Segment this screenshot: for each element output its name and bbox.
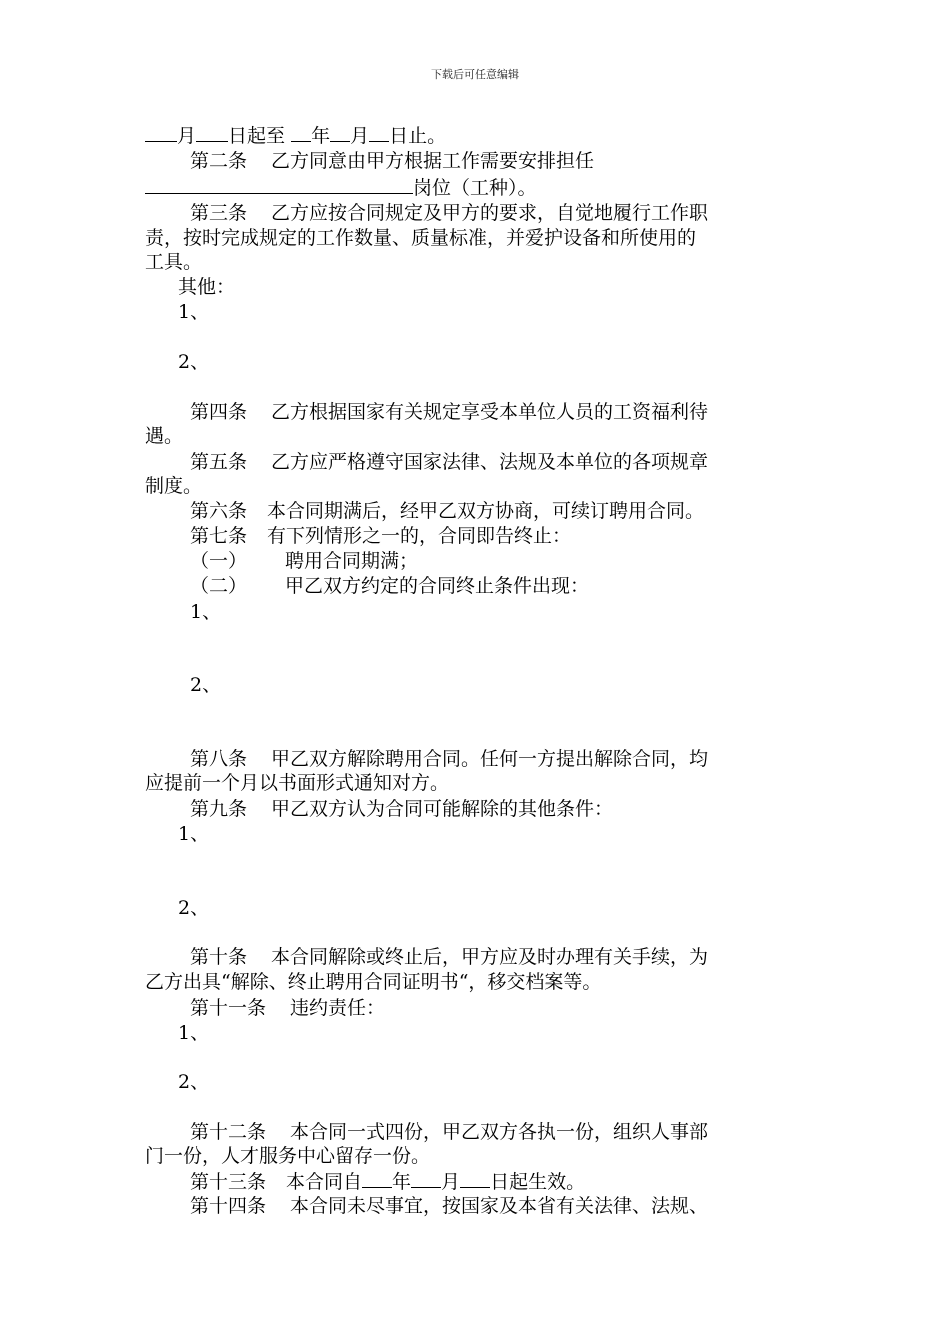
article-11 — [190, 997, 385, 1019]
article-3-line2: 责，按时完成规定的工作数量、质量标准，并爱护设备和所使用的 — [145, 227, 697, 249]
article-8-line2: 应提前一个月以书面形式通知对方。 — [145, 772, 450, 794]
text-effective: 日起生效。 — [490, 1171, 586, 1193]
blank-field — [411, 1170, 441, 1188]
article-10-line2: 乙方出具“解除、终止聘用合同证明书“，移交档案等。 — [145, 971, 602, 993]
article-10 — [190, 946, 708, 968]
sub-label: （一） — [190, 550, 248, 572]
article-9-item-2: 2、 — [178, 897, 210, 919]
article-11-item-1: 1、 — [178, 1022, 210, 1044]
article-text: 本合同解除或终止后，甲方应及时办理有关手续，为 — [271, 946, 709, 968]
page-header: 下载后可任意编辑 — [431, 68, 519, 81]
other-item-2: 2、 — [178, 351, 210, 373]
article-text: 违约责任： — [290, 997, 386, 1019]
other-item-1: 1、 — [178, 301, 210, 323]
article-text: 岗位（工种）。 — [413, 177, 537, 199]
article-3 — [190, 202, 708, 224]
article-2-cont — [145, 176, 537, 199]
article-7 — [190, 525, 571, 547]
article-text: 本合同自 — [286, 1171, 363, 1193]
article-7-item-2: 2、 — [190, 674, 222, 696]
text-year: 年 — [392, 1171, 412, 1193]
text-end: 日止。 — [389, 125, 447, 147]
blank-field — [291, 124, 311, 142]
article-5 — [190, 451, 708, 473]
article-label: 第三条 — [190, 202, 248, 224]
text-from-to: 日起至 — [228, 125, 292, 147]
blank-field — [369, 124, 389, 142]
blank-field — [145, 124, 177, 142]
blank-field — [362, 1170, 392, 1188]
article-label: 第十二条 — [190, 1121, 267, 1143]
article-11-item-2: 2、 — [178, 1071, 210, 1093]
article-label: 第五条 — [190, 451, 248, 473]
article-9-item-1: 1、 — [178, 823, 210, 845]
article-label: 第九条 — [190, 798, 248, 820]
blank-field — [460, 1170, 490, 1188]
article-4-line2: 遇。 — [145, 425, 184, 447]
article-3-line3: 工具。 — [145, 251, 203, 273]
text-month: 月 — [177, 125, 197, 147]
article-7-sub2 — [190, 575, 589, 597]
article-label: 第十条 — [190, 946, 248, 968]
article-4 — [190, 401, 708, 423]
article-text: 甲乙双方认为合同可能解除的其他条件： — [271, 798, 614, 820]
article-label: 第七条 — [190, 525, 248, 547]
article-label: 第十三条 — [190, 1171, 267, 1193]
text-month: 月 — [441, 1171, 461, 1193]
blank-field — [196, 124, 228, 142]
blank-field — [330, 124, 350, 142]
sub-label: （二） — [190, 575, 248, 597]
text-month: 月 — [350, 125, 370, 147]
article-6 — [190, 500, 704, 522]
article-12-line2: 门一份，人才服务中心留存一份。 — [145, 1145, 431, 1167]
article-text: 本合同一式四份，甲乙双方各执一份，组织人事部 — [290, 1121, 709, 1143]
date-range-line — [145, 124, 446, 147]
article-7-item-1: 1、 — [190, 601, 222, 623]
other-label: 其他： — [178, 276, 236, 298]
article-text: 乙方应按合同规定及甲方的要求，自觉地履行工作职 — [271, 202, 709, 224]
article-8 — [190, 748, 708, 770]
article-13 — [190, 1170, 585, 1193]
article-12 — [190, 1121, 708, 1143]
article-label: 第二条 — [190, 150, 248, 172]
article-5-line2: 制度。 — [145, 475, 203, 497]
sub-text: 甲乙双方约定的合同终止条件出现： — [285, 575, 590, 597]
article-text: 甲乙双方解除聘用合同。任何一方提出解除合同，均 — [271, 748, 709, 770]
article-7-sub1 — [190, 550, 418, 572]
article-text: 乙方根据国家有关规定享受本单位人员的工资福利待 — [271, 401, 709, 423]
article-label: 第六条 — [190, 500, 248, 522]
article-text: 乙方应严格遵守国家法律、法规及本单位的各项规章 — [271, 451, 709, 473]
sub-text: 聘用合同期满； — [285, 550, 419, 572]
article-9 — [190, 798, 613, 820]
article-label: 第八条 — [190, 748, 248, 770]
article-text: 乙方同意由甲方根据工作需要安排担任 — [271, 150, 595, 172]
position-blank — [145, 176, 413, 194]
article-text: 本合同未尽事宜，按国家及本省有关法律、法规、 — [290, 1195, 709, 1217]
article-label: 第十四条 — [190, 1195, 267, 1217]
article-text: 本合同期满后，经甲乙双方协商，可续订聘用合同。 — [267, 500, 705, 522]
text-year: 年 — [311, 125, 331, 147]
article-2 — [190, 150, 594, 172]
article-14 — [190, 1195, 708, 1217]
article-text: 有下列情形之一的，合同即告终止： — [267, 525, 572, 547]
article-label: 第十一条 — [190, 997, 267, 1019]
article-label: 第四条 — [190, 401, 248, 423]
